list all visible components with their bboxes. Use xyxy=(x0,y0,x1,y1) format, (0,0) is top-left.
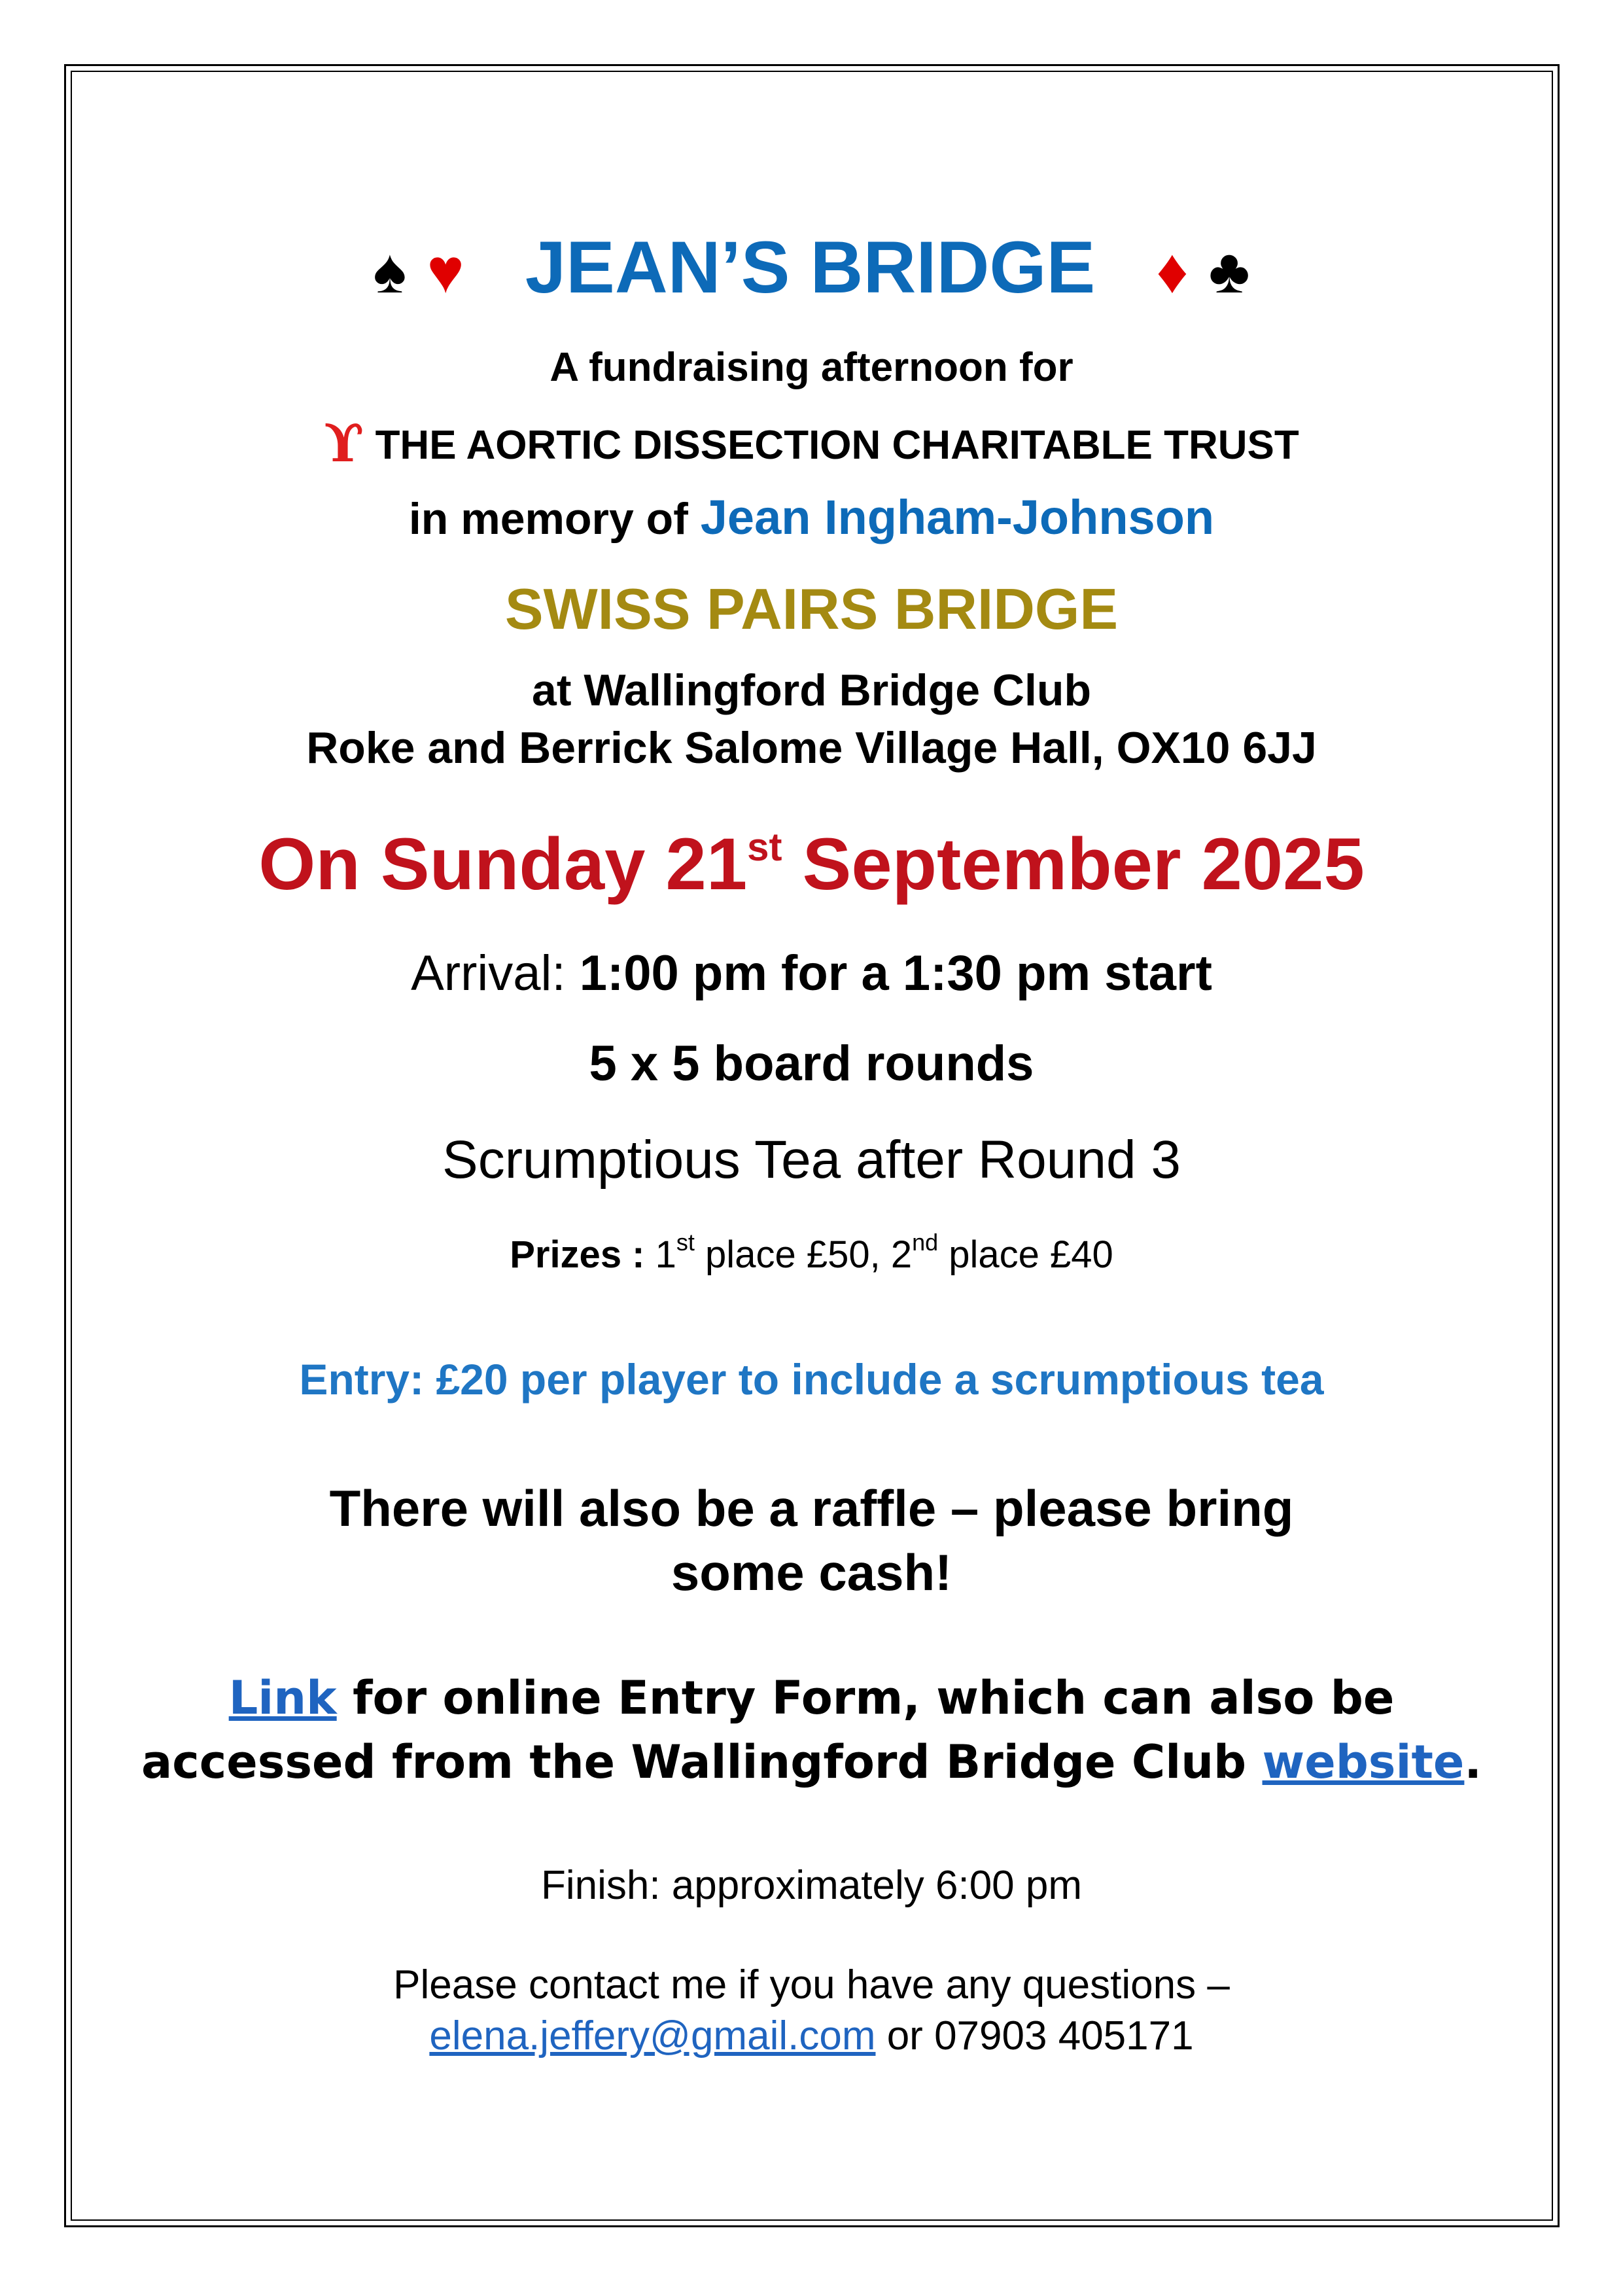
event-date xyxy=(0,822,1623,906)
charity-line xyxy=(0,412,1623,474)
prizes-line xyxy=(0,1229,1623,1277)
entry-form-text: for online Entry Form, which can also be xyxy=(353,1671,1395,1725)
spade-icon: ♠ xyxy=(373,236,407,306)
entry-form-line-1 xyxy=(0,1671,1623,1725)
prizes-label: Prizes : xyxy=(510,1233,645,1276)
date-rest: September 2025 xyxy=(802,823,1365,905)
entry-form-prefix: accessed from the Wallingford Bridge Club xyxy=(141,1735,1247,1789)
club-icon: ♣ xyxy=(1208,236,1250,306)
date-prefix: On Sunday 21 xyxy=(258,823,748,905)
event-title xyxy=(0,226,1623,310)
title-text: JEAN’S BRIDGE xyxy=(525,226,1096,308)
prize-1-text: place £50, xyxy=(705,1233,881,1276)
contact-line-1: Please contact me if you have any questions – xyxy=(393,1962,1230,2007)
date-suffix: st xyxy=(747,825,782,869)
memory-line xyxy=(0,489,1623,545)
raffle-line-2: some cash! xyxy=(671,1544,952,1601)
entry-form-period: . xyxy=(1464,1735,1482,1789)
entry-fee: Entry: £20 per player to include a scrumptious tea xyxy=(299,1355,1324,1404)
prize-1-num: 1 xyxy=(655,1233,676,1276)
contact-line-2 xyxy=(0,2013,1623,2059)
venue-address: Roke and Berrick Salome Village Hall, OX10 6JJ xyxy=(306,723,1317,773)
fundraising-line: A fundraising afternoon for xyxy=(550,345,1073,390)
diamond-icon: ♦ xyxy=(1156,236,1189,306)
rounds-line: 5 x 5 board rounds xyxy=(589,1036,1034,1091)
awareness-ribbon-icon: ϒ xyxy=(324,412,364,474)
contact-or: or xyxy=(886,2013,923,2058)
memory-prefix: in memory of xyxy=(408,494,688,544)
entry-form-link[interactable]: Link xyxy=(228,1671,337,1725)
email-link[interactable]: elena.jeffery@gmail.com xyxy=(429,2013,876,2058)
arrival-value: 1:00 pm for a 1:30 pm start xyxy=(579,945,1212,1001)
prize-2-num: 2 xyxy=(890,1233,913,1276)
memory-name: Jean Ingham-Johnson xyxy=(700,490,1215,544)
arrival-label: Arrival: xyxy=(411,945,566,1001)
entry-form-line-2 xyxy=(0,1735,1623,1789)
arrival-line xyxy=(0,945,1623,1002)
raffle-line-1: There will also be a raffle – please bring xyxy=(329,1479,1294,1537)
prize-1-sup: st xyxy=(676,1229,695,1256)
finish-time: Finish: approximately 6:00 pm xyxy=(540,1863,1083,1908)
event-type: SWISS PAIRS BRIDGE xyxy=(504,576,1119,641)
prize-2-text: place £40 xyxy=(949,1233,1113,1276)
venue-club: at Wallingford Bridge Club xyxy=(532,665,1091,715)
charity-name: THE AORTIC DISSECTION CHARITABLE TRUST xyxy=(375,423,1299,468)
website-link[interactable]: website xyxy=(1262,1735,1465,1789)
prize-2-sup: nd xyxy=(912,1229,939,1256)
tea-line: Scrumptious Tea after Round 3 xyxy=(442,1130,1181,1190)
phone-number: 07903 405171 xyxy=(934,2013,1194,2058)
heart-icon: ♥ xyxy=(427,236,464,306)
